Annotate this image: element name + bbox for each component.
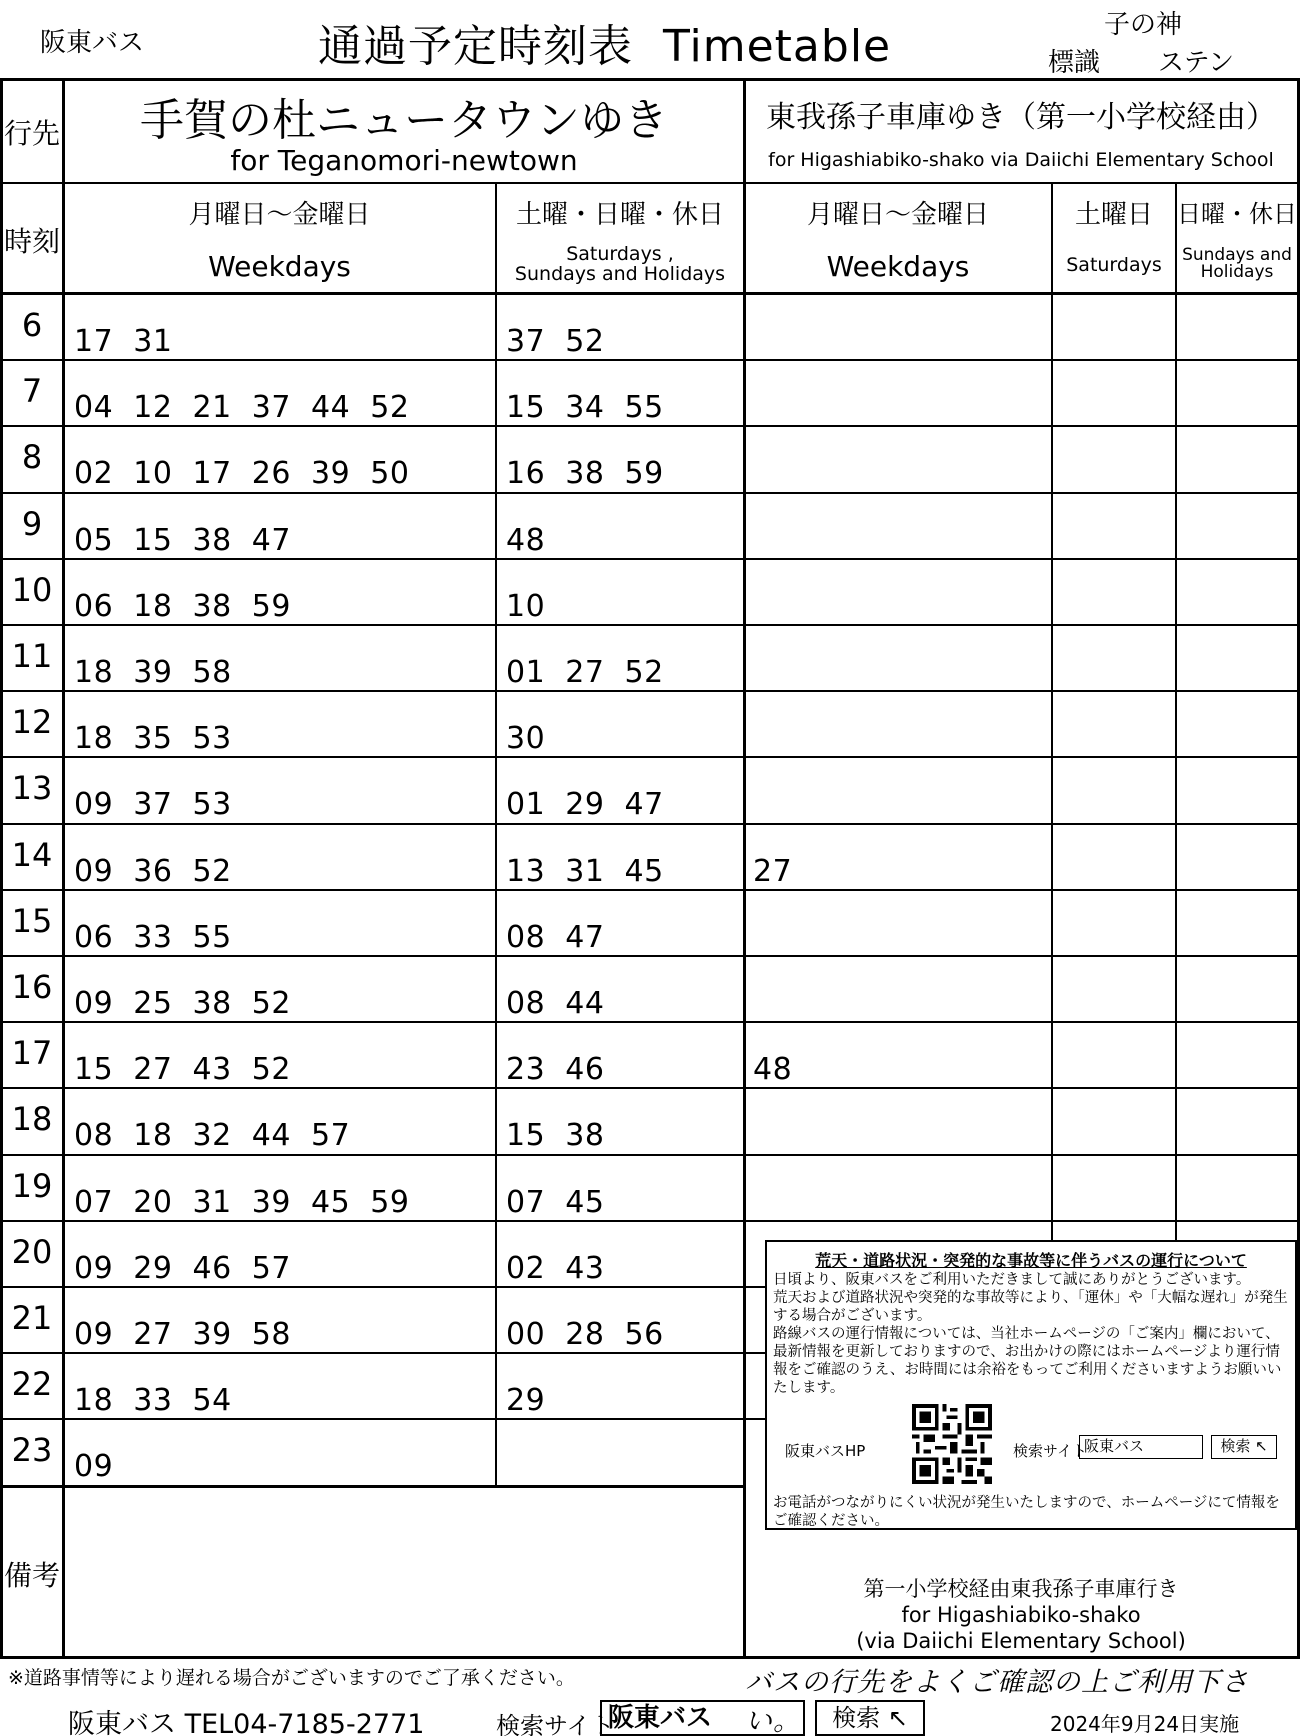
notice-search-button[interactable] (1211, 1435, 1277, 1459)
hour-cell: 6 (21, 306, 43, 344)
effective-date: 2024年9月24日実施 (1050, 1712, 1240, 1736)
minutes-we1: 30 (506, 721, 546, 757)
col2-en1: Saturdays , (566, 243, 674, 265)
hour-cell: 19 (11, 1166, 53, 1205)
minutes-wd1: 09 25 38 52 (74, 986, 291, 1021)
stop-type-label: 標識 (1048, 48, 1101, 78)
footer-search-button-label: 検索 (832, 1704, 881, 1732)
minutes-we1: 07 45 (506, 1184, 605, 1220)
minutes-we1: 23 46 (506, 1052, 605, 1088)
minutes-wd1: 09 37 53 (74, 787, 232, 823)
minutes-we1: 01 29 47 (506, 787, 664, 823)
minutes-we1: 10 (506, 588, 546, 624)
hour-cell: 16 (11, 968, 53, 1006)
minutes-wd1: 08 18 32 44 57 (74, 1118, 351, 1154)
minutes-we1: 15 38 (506, 1118, 605, 1154)
hp-label: 阪東バスHP (785, 1442, 866, 1460)
minutes-wd1: 09 (74, 1449, 114, 1485)
remark-route-ja: 第一小学校経由東我孫子車庫行き (863, 1577, 1179, 1601)
col5-ja: 日曜・休日 (1177, 200, 1297, 228)
hour-cell: 9 (21, 504, 43, 543)
notice-search-button-label: 検索 (1220, 1437, 1251, 1455)
col3-ja: 月曜日～金曜日 (806, 200, 989, 230)
minutes-wd1: 15 27 43 52 (74, 1052, 291, 1088)
col2-en2: Sundays and Holidays (514, 263, 726, 285)
company-name: 阪東バス (40, 28, 145, 58)
minutes-wd1: 18 35 53 (74, 721, 232, 757)
minutes-wd1: 09 29 46 57 (74, 1250, 291, 1286)
col4-en: Saturdays (1066, 254, 1162, 276)
col1-en: Weekdays (208, 250, 351, 283)
minutes-wd1: 18 39 58 (74, 655, 232, 690)
cursor-arrow-icon: ↖ (1255, 1437, 1268, 1455)
minutes-wd1: 02 10 17 26 39 50 (74, 456, 410, 492)
dest-label: 行先 (3, 117, 60, 150)
minutes-wd1: 07 20 31 39 45 59 (74, 1184, 410, 1220)
hour-cell: 17 (11, 1034, 53, 1073)
hour-cell: 18 (11, 1100, 53, 1139)
title-en: Timetable (663, 21, 892, 72)
footer-search-button[interactable] (815, 1700, 925, 1736)
dest2-ja: 東我孫子車庫ゆき（第一小学校経由） (766, 100, 1276, 135)
hour-cell: 10 (11, 570, 53, 609)
company-phone: 阪東バス TEL04-7185-2771 (68, 1709, 425, 1736)
hour-cell: 20 (11, 1232, 53, 1271)
minutes-we1: 02 43 (506, 1250, 605, 1286)
caution-text: バスの行先をよくご確認の上ご利用下さい。 (745, 1667, 1249, 1736)
hour-cell: 21 (11, 1299, 53, 1337)
notice-p2: 荒天および道路状況や突発的な事故等により、「運休」や「大幅な遅れ」が発生する場合がございます。 (773, 1290, 1288, 1324)
minutes-wd1: 06 33 55 (74, 919, 232, 955)
time-label: 時刻 (3, 225, 60, 258)
notice-p3: 路線バスの運行情報については、当社ホームページの「ご案内」欄において、最新情報を更新しておりますので、お出かけの際にはホームページより運行情報をご確認のうえ、お時間には余裕をもってご利用くださいますようお願いいたします。 (773, 1326, 1282, 1396)
hour-cell: 7 (21, 372, 43, 411)
notice-search-label: 検索サイト (1013, 1442, 1087, 1460)
hour-cell: 11 (11, 637, 53, 675)
minutes-wd1: 04 12 21 37 44 52 (74, 390, 410, 426)
footer-search-label: 検索サイト (496, 1712, 615, 1736)
col3-en: Weekdays (826, 250, 970, 283)
footer-search-input[interactable]: 阪東バス (600, 1700, 805, 1736)
notice-title: 荒天・道路状況・突発的な事故等に伴うバスの運行について (815, 1251, 1247, 1270)
minutes-we1: 08 47 (506, 919, 605, 955)
notice-footer: お電話がつながりにくい状況が発生いたしますので、ホームページにて情報をご確認ください。 (773, 1495, 1280, 1529)
minutes-we1: 13 31 45 (506, 853, 664, 889)
col4-ja: 土曜日 (1074, 200, 1153, 230)
page-title (318, 10, 891, 74)
qr-code-icon[interactable] (912, 1404, 992, 1484)
minutes-wd1: 09 27 39 58 (74, 1317, 291, 1352)
minutes-wd2: 48 (753, 1052, 793, 1088)
hour-cell: 8 (21, 438, 43, 477)
col5-en1: Sundays and (1182, 245, 1292, 265)
minutes-wd2: 27 (753, 853, 793, 889)
minutes-we1: 16 38 59 (506, 456, 664, 492)
notice-box (765, 1240, 1297, 1530)
notice-search-input[interactable]: 阪東バス (1079, 1435, 1203, 1459)
minutes-wd1: 09 36 52 (74, 853, 232, 889)
hour-cell: 15 (11, 901, 53, 940)
minutes-we1: 01 27 52 (506, 655, 664, 690)
hour-cell: 13 (11, 769, 53, 808)
minutes-we1: 48 (506, 522, 546, 558)
minutes-we1: 29 (506, 1383, 546, 1419)
notice-p1: 日頃より、阪東バスをご利用いただきまして誠にありがとうございます。 (773, 1272, 1251, 1288)
hour-cell: 23 (11, 1431, 53, 1470)
dest1-en: for Teganomori-newtown (230, 144, 578, 177)
minutes-we1: 37 52 (506, 324, 605, 359)
remark-route-en1: for Higashiabiko-shako (901, 1603, 1141, 1627)
footnote: ※道路事情等により遅れる場合がございますのでご了承ください。 (8, 1667, 575, 1689)
cursor-arrow-icon: ↖ (887, 1704, 908, 1732)
title-ja: 通過予定時刻表 (318, 21, 633, 72)
minutes-we1: 15 34 55 (506, 390, 664, 426)
minutes-we1: 08 44 (506, 986, 605, 1021)
col2-ja: 土曜・日曜・休日 (515, 200, 724, 230)
minutes-wd1: 18 33 54 (74, 1383, 232, 1419)
hour-cell: 22 (11, 1365, 53, 1404)
minutes-wd1: 06 18 38 59 (74, 588, 291, 624)
remark-label: 備考 (3, 1559, 60, 1592)
hour-cell: 12 (11, 703, 53, 742)
minutes-wd1: 17 31 (74, 324, 173, 359)
remark-route (745, 1576, 1297, 1654)
dest2-en: for Higashiabiko-shako via Daiichi Elementary School (768, 149, 1274, 171)
minutes-we1: 00 28 56 (506, 1317, 664, 1352)
col1-ja: 月曜日～金曜日 (188, 200, 371, 230)
col5-en2: Holidays (1200, 262, 1274, 282)
stop-type-value: ステン (1158, 48, 1235, 78)
hour-cell: 14 (11, 835, 53, 874)
minutes-wd1: 05 15 38 47 (74, 522, 291, 558)
remark-route-en2: (via Daiichi Elementary School) (856, 1629, 1186, 1653)
stop-name: 子の神 (1104, 10, 1183, 40)
dest1-ja: 手賀の杜ニュータウンゆき (140, 95, 668, 146)
